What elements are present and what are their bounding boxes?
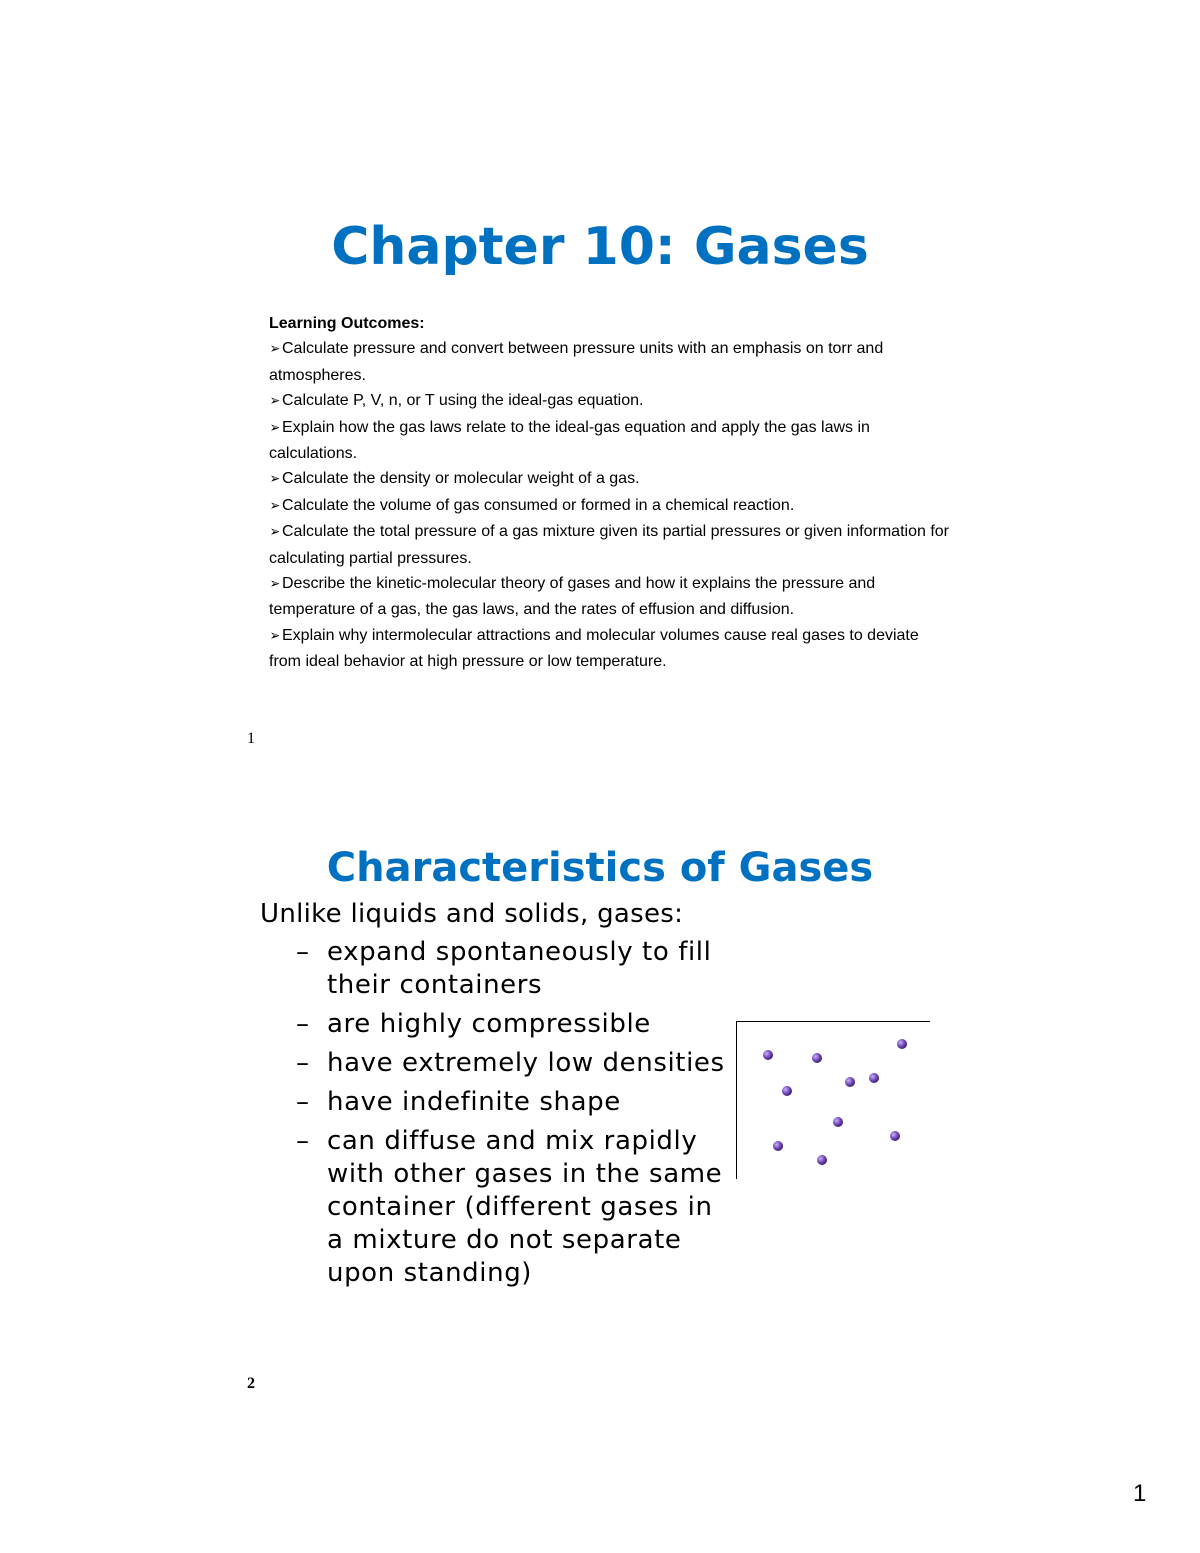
outcome-item	[269, 415, 949, 467]
outcome-text: Calculate the total pressure of a gas mixture given its partial pressures or given information for calculating partial pressures.	[269, 523, 949, 567]
slide2-title: Characteristics of Gases	[326, 845, 874, 891]
list-item-text: have indefinite shape	[327, 1087, 621, 1117]
outcome-text: Calculate the volume of gas consumed or formed in a chemical reaction.	[282, 496, 795, 514]
gas-molecule	[890, 1131, 900, 1141]
arrow-bullet-icon: ➢	[269, 627, 281, 644]
learning-outcomes-list	[269, 336, 949, 674]
dash-bullet-icon: –	[296, 1009, 310, 1039]
gas-characteristics-list	[296, 936, 736, 1296]
gas-molecule	[782, 1086, 792, 1096]
dash-bullet-icon: –	[296, 937, 310, 967]
list-item-text: expand spontaneously to fill their containers	[327, 937, 712, 1000]
list-item-text: have extremely low densities	[327, 1048, 725, 1078]
gas-molecule	[812, 1053, 822, 1063]
dash-bullet-icon: –	[296, 1048, 310, 1078]
outcome-text: Describe the kinetic-molecular theory of gases and how it explains the pressure and temperature of a gas, the gas laws, and the rates of effusion and diffusion.	[269, 575, 876, 619]
list-item-text: can diffuse and mix rapidly with other gases in the same container (different gases in a mixture do not separate upon standing)	[327, 1126, 723, 1288]
learning-outcomes	[269, 311, 949, 675]
page-number: 1	[1133, 1480, 1147, 1507]
arrow-bullet-icon: ➢	[269, 471, 281, 488]
slide-number: 2	[247, 1375, 255, 1392]
arrow-bullet-icon: ➢	[269, 576, 281, 593]
list-item	[296, 1008, 736, 1041]
list-item	[296, 1086, 736, 1119]
dash-bullet-icon: –	[296, 1126, 310, 1156]
outcome-item	[269, 466, 949, 492]
outcome-text: Calculate P, V, n, or T using the ideal-gas equation.	[282, 392, 644, 410]
dash-bullet-icon: –	[296, 1087, 310, 1117]
gas-molecule	[845, 1077, 855, 1087]
gas-molecule	[833, 1117, 843, 1127]
outcome-text: Calculate pressure and convert between pressure units with an emphasis on torr and atmospheres.	[269, 340, 884, 384]
arrow-bullet-icon: ➢	[269, 497, 281, 514]
outcome-text: Explain how the gas laws relate to the ideal-gas equation and apply the gas laws in calculations.	[269, 418, 870, 463]
slide2-intro: Unlike liquids and solids, gases:	[260, 899, 684, 929]
outcome-item	[269, 388, 949, 414]
gas-molecule	[817, 1155, 827, 1165]
arrow-bullet-icon: ➢	[269, 419, 281, 436]
outcome-item	[269, 571, 949, 623]
gas-molecules-svg	[737, 1022, 931, 1180]
outcome-text: Explain why intermolecular attractions and molecular volumes cause real gases to deviate from ideal behavior at high pressure or low temperature.	[269, 626, 919, 671]
list-item	[296, 936, 736, 1002]
arrow-bullet-icon: ➢	[269, 341, 281, 358]
outcome-item	[269, 623, 949, 675]
slide-number: 1	[247, 730, 255, 747]
gas-molecule	[869, 1073, 879, 1083]
outcome-item	[269, 336, 949, 388]
outcome-text: Calculate the density or molecular weight of a gas.	[282, 470, 640, 488]
list-item	[296, 1125, 736, 1290]
slide1-title: Chapter 10: Gases	[331, 217, 869, 277]
arrow-bullet-icon: ➢	[269, 524, 281, 541]
list-item-text: are highly compressible	[327, 1009, 651, 1039]
gas-molecules-diagram	[736, 1021, 930, 1179]
list-item	[296, 1047, 736, 1080]
outcome-item	[269, 519, 949, 571]
learning-outcomes-heading: Learning Outcomes:	[269, 315, 425, 332]
gas-molecule	[763, 1050, 773, 1060]
gas-molecule	[773, 1141, 783, 1151]
arrow-bullet-icon: ➢	[269, 393, 281, 410]
outcome-item	[269, 493, 949, 519]
gas-molecule	[897, 1039, 907, 1049]
